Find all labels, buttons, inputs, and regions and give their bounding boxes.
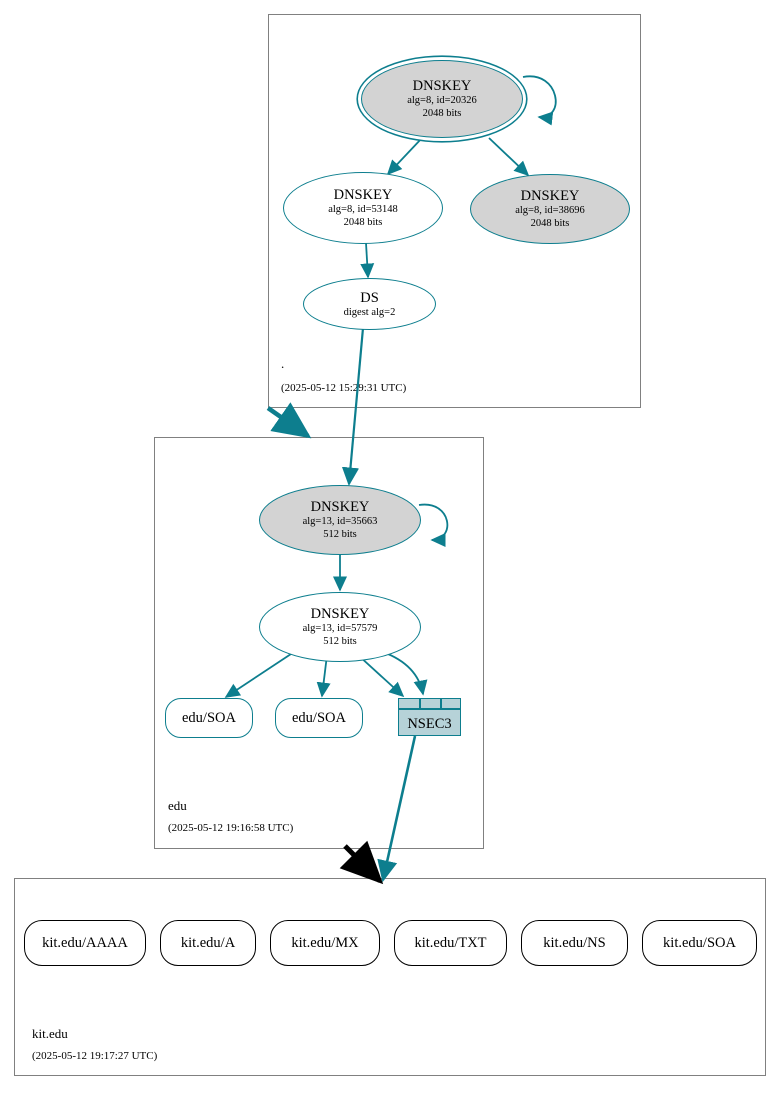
node-dnskey-root-ksk[interactable] [361, 60, 523, 138]
node-params: alg=13, id=35663 [302, 516, 378, 527]
zone-label-kit-edu: kit.edu [32, 1026, 68, 1041]
node-dnskey-root-38696[interactable] [470, 174, 630, 244]
node-params: digest alg=2 [343, 306, 396, 318]
edge-delegation-root-to-edu [268, 408, 308, 436]
node-size: 2048 bits [343, 217, 383, 228]
edge-root-ksk-self-sign [523, 76, 556, 117]
zone-label-edu: edu [168, 798, 187, 813]
node-label: kit.edu/A [180, 934, 236, 951]
node-title: DNSKEY [310, 499, 370, 515]
node-title: DNSKEY [310, 606, 370, 622]
zone-timestamp-root: (2025-05-12 15:29:31 UTC) [281, 382, 407, 394]
edge-edu-ksk-self-sign [419, 505, 447, 540]
edge-nsec3-to-kit-edu [383, 736, 415, 880]
node-title: DNSKEY [520, 188, 580, 204]
nsec3-tick-right [440, 699, 442, 708]
node-title: DS [360, 289, 379, 306]
node-size: 2048 bits [422, 108, 462, 119]
node-dnskey-root-zsk[interactable] [283, 172, 443, 244]
nsec3-tick-left [419, 699, 421, 708]
zone-timestamp-edu: (2025-05-12 19:16:58 UTC) [168, 822, 294, 834]
node-rrset-kit-edu-txt[interactable] [394, 920, 507, 966]
edge-root-ksk-to-extra-key [489, 138, 528, 175]
node-nsec3-edu[interactable] [398, 698, 461, 736]
nsec3-top-rule [399, 708, 460, 710]
node-label: edu/SOA [182, 709, 236, 726]
node-dnskey-edu-ksk[interactable] [259, 485, 421, 555]
node-label: kit.edu/TXT [414, 934, 487, 951]
node-rrset-edu-soa-1[interactable] [165, 698, 253, 738]
node-size: 512 bits [323, 636, 357, 647]
node-label: kit.edu/AAAA [42, 934, 128, 951]
node-params: alg=13, id=57579 [302, 623, 378, 634]
node-label: kit.edu/MX [291, 934, 359, 951]
node-title: DNSKEY [412, 78, 472, 94]
edge-delegation-edu-to-kit-edu [345, 846, 380, 881]
node-label: NSEC3 [407, 716, 452, 732]
node-dnskey-edu-zsk[interactable] [259, 592, 421, 662]
edge-edu-zsk-to-soa-1 [226, 652, 294, 697]
edge-ds-to-edu-ksk [349, 328, 363, 484]
node-rrset-kit-edu-soa[interactable] [642, 920, 757, 966]
node-size: 2048 bits [530, 218, 570, 229]
zone-label-root: . [281, 356, 285, 371]
node-rrset-edu-soa-2[interactable] [275, 698, 363, 738]
node-title: DNSKEY [333, 187, 393, 203]
node-ds-root[interactable] [303, 278, 436, 330]
node-rrset-kit-edu-mx[interactable] [270, 920, 380, 966]
node-label: kit.edu/NS [543, 934, 606, 951]
node-params: alg=8, id=38696 [515, 205, 585, 216]
node-size: 512 bits [323, 529, 357, 540]
edge-root-ksk-to-zsk [388, 138, 422, 174]
edge-root-zsk-to-ds [366, 243, 368, 277]
node-params: alg=8, id=20326 [407, 95, 477, 106]
node-rrset-kit-edu-ns[interactable] [521, 920, 628, 966]
zone-timestamp-kit-edu: (2025-05-12 19:17:27 UTC) [32, 1050, 158, 1062]
node-rrset-kit-edu-a[interactable] [160, 920, 256, 966]
node-label: kit.edu/SOA [663, 934, 736, 951]
node-params: alg=8, id=53148 [328, 204, 398, 215]
node-label: edu/SOA [292, 709, 346, 726]
node-rrset-kit-edu-aaaa[interactable] [24, 920, 146, 966]
